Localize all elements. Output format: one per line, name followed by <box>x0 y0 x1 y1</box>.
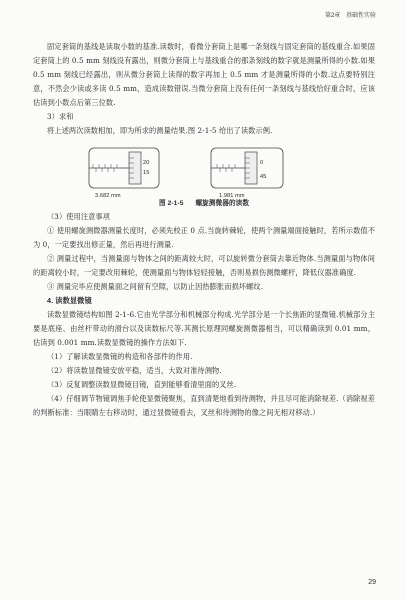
figure-title: 螺旋测微器的读数 <box>195 200 250 207</box>
left-scale-label-top: 20 <box>143 160 150 166</box>
section-heading-notes: （3）使用注意事项 <box>47 212 110 221</box>
page-number: 29 <box>368 579 376 586</box>
right-scale-label-top: 0 <box>260 160 264 166</box>
paragraph-reading-microscope: 读数显微镜结构如图 2-1-6.它由光学部分和机械部分构成.光学部分是一个长焦距的显微镜.机械部分主要是底座、由丝杆带动的滑台以及读数标尺等.其测长原理同螺旋测微器相当，可以精确读到 0.01 mm，估读到 0.001 mm.读数显微镜的操作方法如下. <box>33 310 375 347</box>
note-1: ① 使用螺旋测微器测量长度时，必须先校正 0 点.当旋转棘轮，使两个测量端面接触时，若所示数值不为 0，一定要找出修正量，然后再进行测量. <box>33 226 375 249</box>
left-reading: 3.682 mm <box>95 193 121 199</box>
left-scale-label-mid: 15 <box>143 170 150 176</box>
page-body <box>33 40 375 420</box>
right-micrometer-drawing <box>211 148 283 188</box>
step-2: （2）将读数显微镜安放平稳，适当，大致对准待测物. <box>47 366 222 375</box>
figure-micrometer-readings <box>33 142 375 199</box>
running-header <box>321 10 376 19</box>
figure-caption <box>33 198 375 210</box>
section-heading-sum: 3）求和 <box>47 112 74 121</box>
step-3: （3）反复调整读数显微镜目镜，直到能够看清里面的叉丝. <box>47 380 237 389</box>
step-1: （1）了解读数显微镜的构造和各部件的作用. <box>47 352 193 361</box>
right-reading: 1.981 mm <box>219 193 245 199</box>
chapter-label: 第2章 <box>324 13 341 19</box>
chapter-title: 基础性实验 <box>345 13 376 19</box>
note-2: ② 测量过程中，当测量面与物体之间的距离较大时，可以旋转微分套筒去靠近物体.当测量面与物体间的距离较小时，一定要改用棘轮，使测量面与物体轻轻接触，否则易损伤测微螺杆，降低仪器准确度. <box>33 254 375 277</box>
figure-number: 图 2-1-5 <box>158 200 184 207</box>
note-3: ③ 测量完毕应使测量面之间留有空隙，以防止因热膨胀而损坏螺纹. <box>47 282 264 291</box>
step-4: （4）仔细调节物镜调焦手轮使显微镜聚焦，直到清楚地看到待测物，并且尽可能消除视差.（消除视差的判断标准：当眼睛左右移动时，通过显微镜看去，叉丝和待测物的像之间无相对移动.） <box>33 394 375 417</box>
paragraph-sum: 将上述两次读数相加，即为所求的测量结果.图 2-1-5 给出了读数示例. <box>47 126 273 135</box>
right-scale-label-mid: 45 <box>260 174 267 180</box>
paragraph-baseline: 固定套筒的基线是读取小数的基准.读数时，看微分套筒上是哪一条刻线与固定套筒的基线重合.如果固定套筒上的 0.5 mm 刻线没有露出，则微分套筒上与基线重合的那条刻线的数字就是测量所得的小数.如果 0.5 mm 刻线已经露出，则从微分套筒上读得的数字再加上 0.5 mm 才是测量所得的小数.这点要特别注意，不然会少读或多读 0.5 mm，造成读数错误.当微分套筒上没有任何一条刻线与基线恰好重合时，应该估读到小数点后第三位数. <box>33 42 375 107</box>
micrometer-illustration <box>33 142 375 196</box>
section-heading-reading-microscope: 4. 读数显微镜 <box>47 296 92 305</box>
